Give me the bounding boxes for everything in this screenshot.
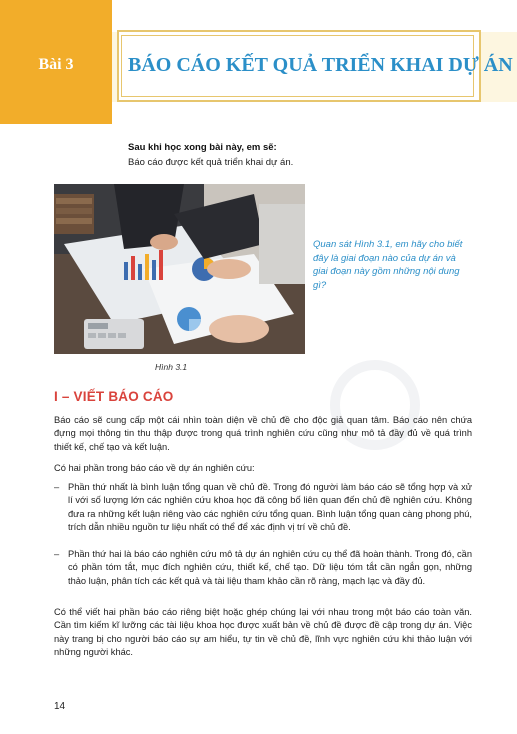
figure-question: Quan sát Hình 3.1, em hãy cho biết đây là giai đoạn nào của dự án và giai đoạn này gồm những nội dung gì? (313, 239, 463, 291)
section-heading: I – VIẾT BÁO CÁO (54, 389, 174, 404)
objectives-item: Báo cáo được kết quả triển khai dự án. (128, 157, 294, 168)
bullet-text: Phần thứ hai là báo cáo nghiên cứu mô tả dự án nghiên cứu cụ thể đã hoàn thành. Trong đó, cần có phần tóm tắt, mục đích nghiên cứu, thiết kế, chế tạo. Dữ liệu tóm tắt cần ngắn gọn, những thảo luận, phân tích các kết quả và tài liệu tham khảo cần rõ ràng, mạch lạc và đầy đủ. (68, 549, 472, 586)
lesson-label: Bài 3 (38, 56, 74, 73)
paragraph-1: Báo cáo sẽ cung cấp một cái nhìn toàn diện về chủ đề cho độc giả quan tâm. Báo cáo nên chứa đựng mọi thông tin thu thập được trong quá trình nghiên cứu cũng như mô tả đầy đủ về quá trình thiết kế, chế tạo và kết luận. (54, 415, 472, 452)
bullet-text: Phần thứ nhất là bình luận tổng quan về chủ đề. Trong đó người làm báo cáo sẽ tổng hợp và xử lí với số lượng lớn các nghiên cứu khoa học đã công bố liên quan đến chủ đề nghiên cứu. Không đưa ra những kết luận riêng vào các nghiên cứu tổng quan. Bình luận tổng quan càng phong phú, trích dẫn nhiều nguồn tư liệu nhất có thể để xác định vị trí về chủ đề. (68, 482, 472, 533)
figure-caption: Hình 3.1 (155, 362, 188, 372)
lesson-title: BÁO CÁO KẾT QUẢ TRIỂN KHAI DỰ ÁN (128, 54, 513, 76)
objectives-title: Sau khi học xong bài này, em sẽ: (128, 142, 277, 153)
paragraph-3: Có thể viết hai phần báo cáo riêng biệt hoặc ghép chúng lại với nhau trong một báo cáo toàn văn. Cần tìm kiếm kĩ lưỡng các tài liệu khoa học được xuất bản về chủ đề được đề cập trong dự án. Việc này trang bị cho người báo cáo sự am hiểu, tự tin về chủ đề, lĩnh vực nghiên cứu khi thảo luận với những người khác. (54, 607, 472, 658)
bullet-item-1 (54, 481, 472, 535)
bullet-dash: – (54, 482, 60, 492)
bullet-dash: – (54, 549, 60, 559)
page-number: 14 (54, 701, 66, 712)
figure-photo (54, 184, 305, 354)
paragraph-2: Có hai phần trong báo cáo về dự án nghiên cứu: (54, 463, 255, 473)
bullet-item-2 (54, 548, 472, 588)
